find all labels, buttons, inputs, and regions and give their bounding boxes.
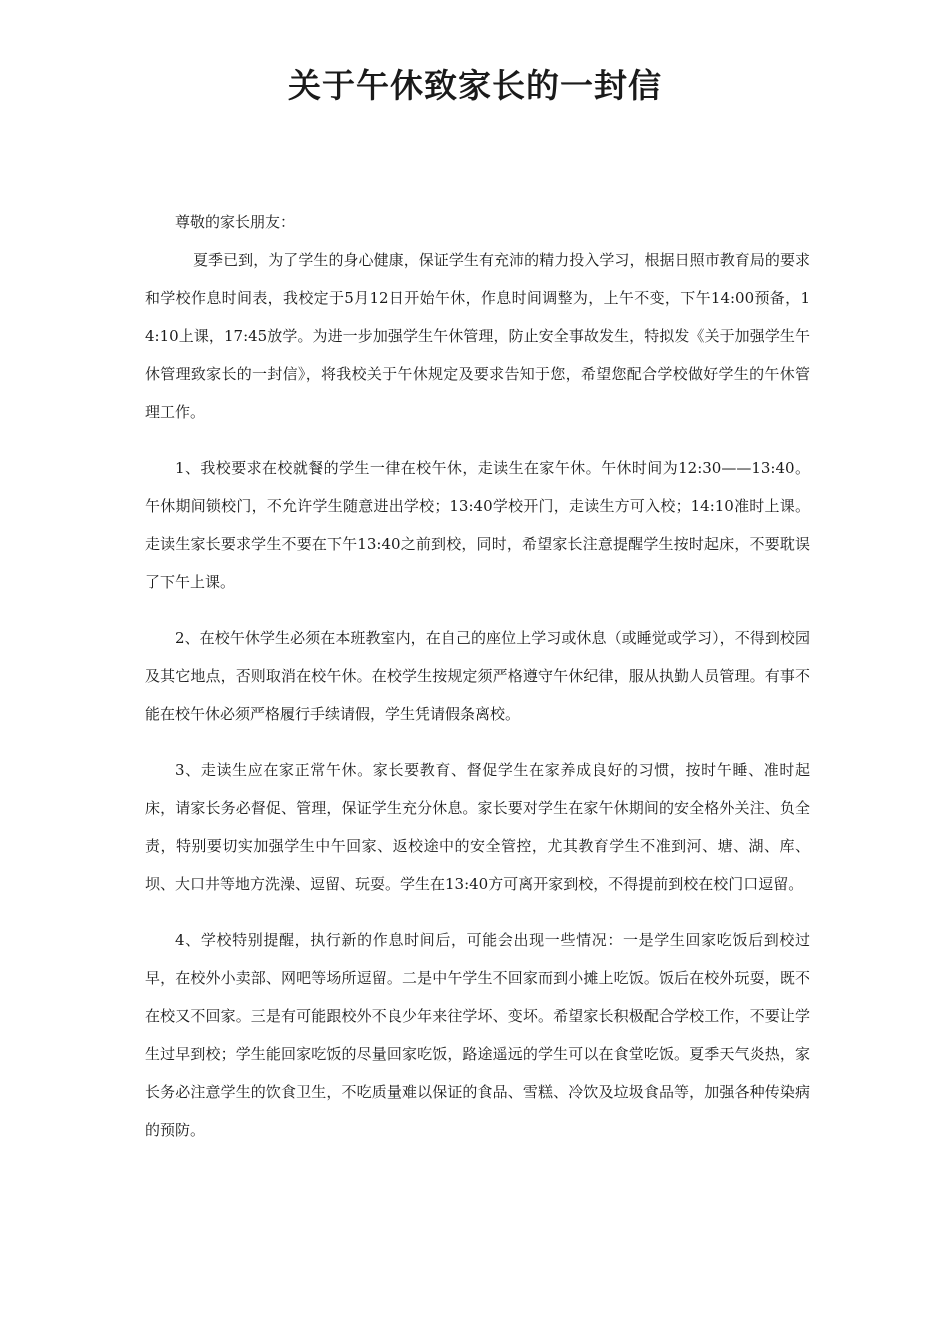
greeting: 尊敬的家长朋友： xyxy=(175,213,296,231)
rule-item-4: 4、学校特别提醒，执行新的作息时间后，可能会出现一些情况：一是学生回家吃饭后到校过早，在校外小卖部、网吧等场所逗留。二是中午学生不回家而到小摊上吃饭。饭后在校外玩耍，既不在校又不回家。三是有可能跟校外不良少年来往学坏、变坏。希望家长积极配合学校工作，不要让学生过早到校；学生能回家吃饭的尽量回家吃饭，路途遥远的学生可以在食堂吃饭。夏季天气炎热，家长务必注意学生的饮食卫生，不吃质量难以保证的食品、雪糕、冷饮及垃圾食品等，加强各种传染病的预防。 xyxy=(145,931,810,1139)
letter-body xyxy=(145,203,810,1149)
rule-item-2: 2、在校午休学生必须在本班教室内，在自己的座位上学习或休息（或睡觉或学习），不得到校园及其它地点，否则取消在校午休。在校学生按规定须严格遵守午休纪律，服从执勤人员管理。有事不能在校午休必须严格履行手续请假，学生凭请假条离校。 xyxy=(145,629,810,723)
document-title: 关于午休致家长的一封信 xyxy=(288,66,662,105)
intro-paragraph: 夏季已到，为了学生的身心健康，保证学生有充沛的精力投入学习，根据日照市教育局的要求和学校作息时间表，我校定于5月12日开始午休，作息时间调整为，上午不变，下午14:00预备，14:10上课，17:45放学。为进一步加强学生午休管理，防止安全事故发生，特拟发《关于加强学生午休管理致家长的一封信》，将我校关于午休规定及要求告知于您，希望您配合学校做好学生的午休管理工作。 xyxy=(145,251,810,421)
rule-item-3: 3、走读生应在家正常午休。家长要教育、督促学生在家养成良好的习惯，按时午睡、准时起床，请家长务必督促、管理，保证学生充分休息。家长要对学生在家午休期间的安全格外关注、负全责，特别要切实加强学生中午回家、返校途中的安全管控，尤其教育学生不准到河、塘、湖、库、坝、大口井等地方洗澡、逗留、玩耍。学生在13:40方可离开家到校，不得提前到校在校门口逗留。 xyxy=(145,761,810,893)
rule-item-1: 1、我校要求在校就餐的学生一律在校午休，走读生在家午休。午休时间为12:30——13:40。午休期间锁校门，不允许学生随意进出学校；13:40学校开门，走读生方可入校；14:10准时上课。走读生家长要求学生不要在下午13:40之前到校，同时，希望家长注意提醒学生按时起床，不要耽误了下午上课。 xyxy=(145,459,810,591)
